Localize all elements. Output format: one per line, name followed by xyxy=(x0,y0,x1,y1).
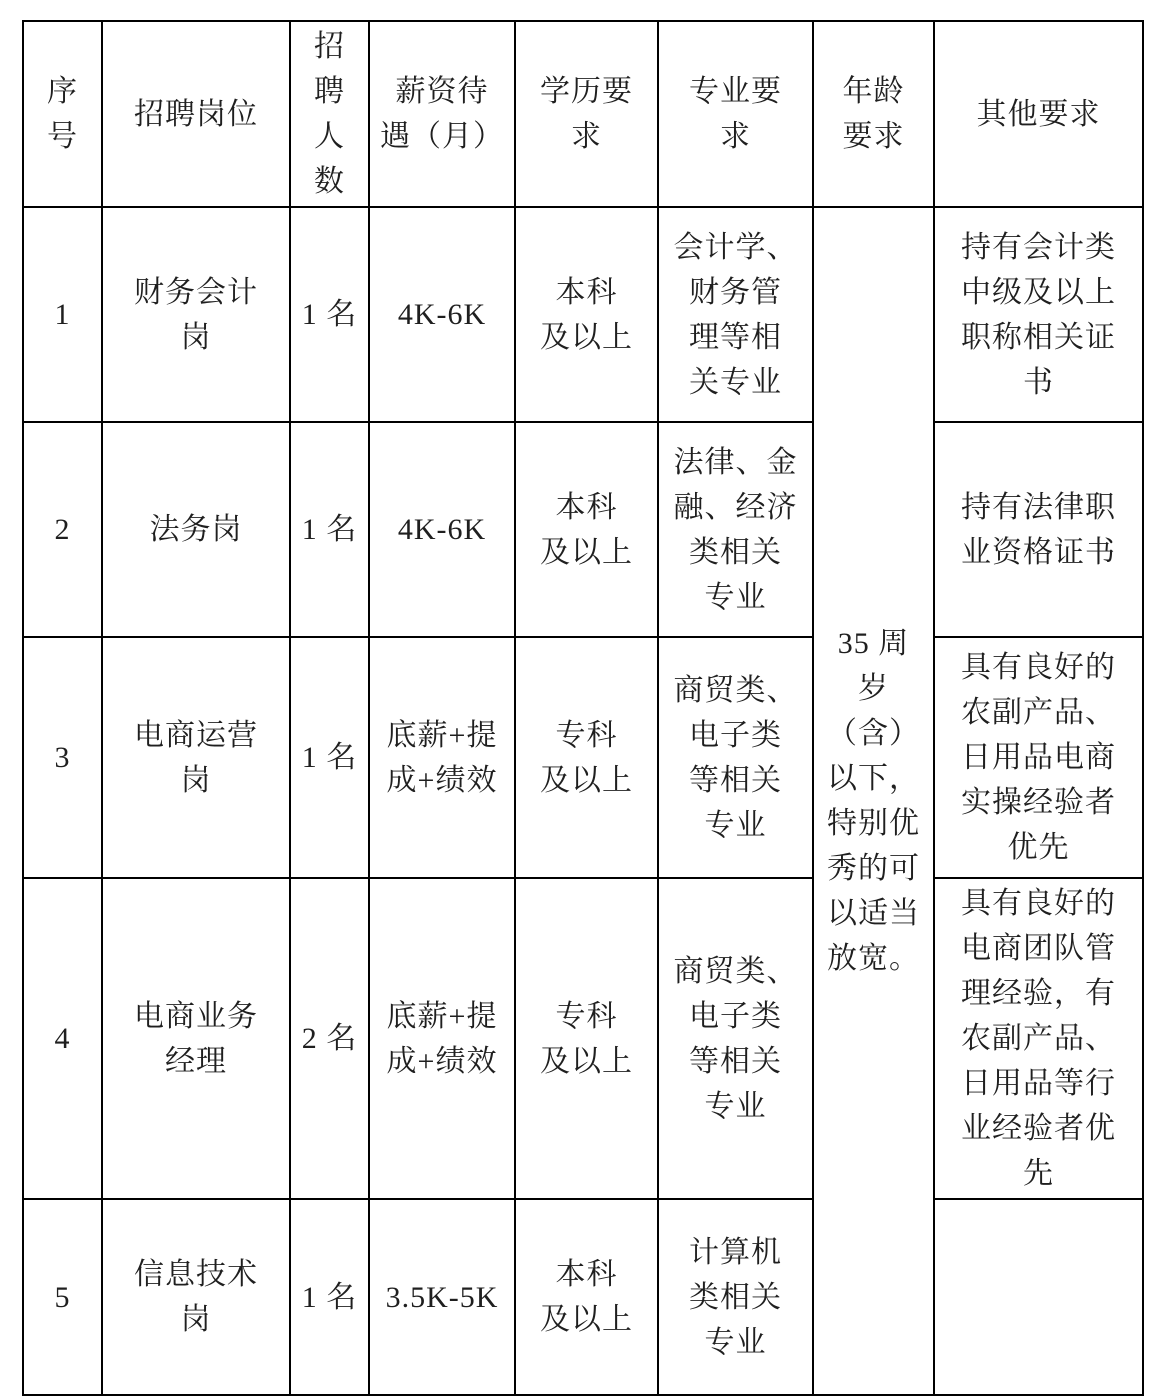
position-cell: 电商运营 岗 xyxy=(102,637,290,878)
other-cell: 具有良好的 电商团队管 理经验，有 农副产品、 日用品等行 业经验者优 先 xyxy=(934,878,1143,1199)
salary-cell: 4K-6K xyxy=(369,207,515,422)
table-row xyxy=(23,422,1143,637)
position-cell: 信息技术 岗 xyxy=(102,1199,290,1395)
other-cell: 具有良好的 农副产品、 日用品电商 实操经验者 优先 xyxy=(934,637,1143,878)
major-cell: 商贸类、 电子类 等相关 专业 xyxy=(658,878,813,1199)
other-cell: 持有法律职 业资格证书 xyxy=(934,422,1143,637)
salary-cell: 3.5K-5K xyxy=(369,1199,515,1395)
position-cell: 法务岗 xyxy=(102,422,290,637)
header-salary: 薪资待 遇（月） xyxy=(369,21,515,207)
other-cell xyxy=(934,1199,1143,1395)
header-major: 专业要 求 xyxy=(658,21,813,207)
major-cell: 会计学、 财务管 理等相 关专业 xyxy=(658,207,813,422)
other-cell: 持有会计类 中级及以上 职称相关证 书 xyxy=(934,207,1143,422)
education-cell: 本科 及以上 xyxy=(515,422,658,637)
header-headcount: 招 聘 人 数 xyxy=(290,21,369,207)
header-age: 年龄 要求 xyxy=(813,21,934,207)
major-cell: 计算机 类相关 专业 xyxy=(658,1199,813,1395)
headcount-cell: 1 名 xyxy=(290,637,369,878)
headcount-cell: 1 名 xyxy=(290,207,369,422)
major-cell: 法律、金 融、经济 类相关 专业 xyxy=(658,422,813,637)
table-row xyxy=(23,1199,1143,1395)
education-cell: 专科 及以上 xyxy=(515,637,658,878)
education-cell: 专科 及以上 xyxy=(515,878,658,1199)
age-requirement-cell: 35 周 岁（含） 以下， 特别优 秀的可 以适当 放宽。 xyxy=(813,207,934,1395)
major-cell: 商贸类、 电子类 等相关 专业 xyxy=(658,637,813,878)
position-cell: 财务会计 岗 xyxy=(102,207,290,422)
position-cell: 电商业务 经理 xyxy=(102,878,290,1199)
recruitment-table xyxy=(22,20,1144,1396)
education-cell: 本科 及以上 xyxy=(515,1199,658,1395)
serial-cell: 2 xyxy=(23,422,102,637)
header-other: 其他要求 xyxy=(934,21,1143,207)
headcount-cell: 1 名 xyxy=(290,1199,369,1395)
table-row xyxy=(23,878,1143,1199)
serial-cell: 5 xyxy=(23,1199,102,1395)
serial-cell: 4 xyxy=(23,878,102,1199)
table-row xyxy=(23,207,1143,422)
serial-cell: 1 xyxy=(23,207,102,422)
salary-cell: 底薪+提 成+绩效 xyxy=(369,637,515,878)
table-row xyxy=(23,637,1143,878)
header-row xyxy=(23,21,1143,207)
header-education: 学历要 求 xyxy=(515,21,658,207)
salary-cell: 底薪+提 成+绩效 xyxy=(369,878,515,1199)
header-serial: 序 号 xyxy=(23,21,102,207)
salary-cell: 4K-6K xyxy=(369,422,515,637)
headcount-cell: 2 名 xyxy=(290,878,369,1199)
serial-cell: 3 xyxy=(23,637,102,878)
headcount-cell: 1 名 xyxy=(290,422,369,637)
education-cell: 本科 及以上 xyxy=(515,207,658,422)
header-position: 招聘岗位 xyxy=(102,21,290,207)
